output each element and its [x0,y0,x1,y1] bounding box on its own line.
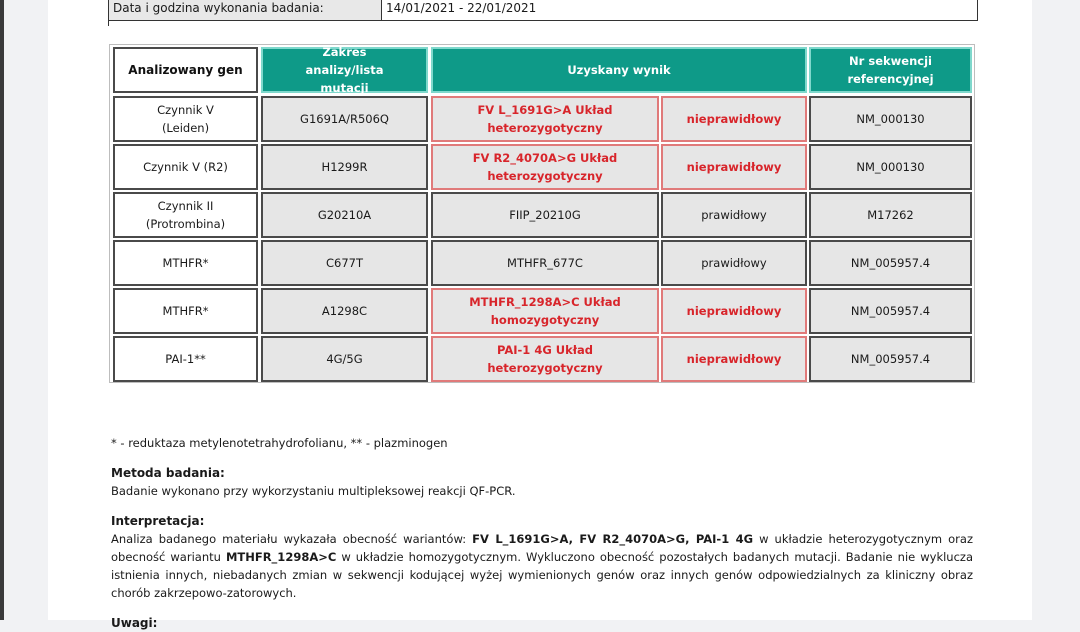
interpretation-text-3: w układzie homozygotycznym. Wykluczono obecność pozostałych badanych mutacji. Badanie nie wyklucza istnienia innych, niebadanych zmian w sekwencji kodującej wyżej wymienionych genów oraz innych genów odpowiedzialnych za kliniczny obraz chorób zakrzepowo-zatorowych. [111,550,973,600]
header-gene: Analizowany gen [113,47,258,93]
cell-range: 4G/5G [261,336,428,382]
method-body: Badanie wykonano przy wykorzystaniu multipleksowej reakcji QF-PCR. [111,484,516,498]
cell-range: G1691A/R506Q [261,96,428,142]
cell-status: prawidłowy [661,240,807,286]
cell-ref: NM_000130 [809,144,972,190]
cell-range: H1299R [261,144,428,190]
cell-gene: MTHFR* [113,288,258,334]
document-page [48,0,1032,630]
cell-status: nieprawidłowy [661,336,807,382]
interpretation-variant-hom: MTHFR_1298A>C [225,550,337,564]
cell-result: FIIP_20210G [431,192,659,238]
cell-result: FV L_1691G>A Układ heterozygotyczny [431,96,659,142]
cell-gene: Czynnik V (Leiden) [113,96,258,142]
interpretation-body [111,530,973,602]
exam-date-value: 14/01/2021 - 22/01/2021 [382,0,977,20]
header-range: Zakres analizy/lista mutacji [261,47,428,93]
cell-range: G20210A [261,192,428,238]
cell-ref: NM_005957.4 [809,336,972,382]
interpretation-title: Interpretacja: [111,514,205,528]
cell-result: MTHFR_677C [431,240,659,286]
header-result: Uzyskany wynik [431,47,807,93]
cell-gene: Czynnik II (Protrombina) [113,192,258,238]
notes-section [111,434,973,632]
header-reference: Nr sekwencji referencyjnej [809,47,972,93]
viewer-left-edge [0,0,4,620]
cell-status: nieprawidłowy [661,96,807,142]
cell-gene: MTHFR* [113,240,258,286]
cell-status: prawidłowy [661,192,807,238]
cell-status: nieprawidłowy [661,288,807,334]
cell-range: A1298C [261,288,428,334]
cell-ref: NM_005957.4 [809,240,972,286]
footnote: * - reduktaza metylenotetrahydrofolianu, ** - plazminogen [111,436,448,450]
cell-gene: PAI-1** [113,336,258,382]
results-table [109,44,975,383]
table-border-fragment [108,20,109,26]
cell-result: MTHFR_1298A>C Układ homozygotyczny [431,288,659,334]
interpretation-variants-het: FV L_1691G>A, FV R2_4070A>G, PAI-1 4G [472,532,754,546]
cell-result: FV R2_4070A>G Układ heterozygotyczny [431,144,659,190]
remarks-title: Uwagi: [111,616,158,630]
interpretation-text-1: Analiza badanego materiału wykazała obecność wariantów: [111,532,473,546]
cell-range: C677T [261,240,428,286]
cell-ref: NM_000130 [809,96,972,142]
cell-result: PAI-1 4G Układ heterozygotyczny [431,336,659,382]
cell-status: nieprawidłowy [661,144,807,190]
cell-gene: Czynnik V (R2) [113,144,258,190]
exam-date-label: Data i godzina wykonania badania: [109,0,382,20]
cell-ref: M17262 [809,192,972,238]
method-title: Metoda badania: [111,466,225,480]
cell-ref: NM_005957.4 [809,288,972,334]
interpretation-text-2: w układzie heterozygotycznym oraz obecność wariantu [111,532,973,564]
exam-date-row [108,0,978,21]
